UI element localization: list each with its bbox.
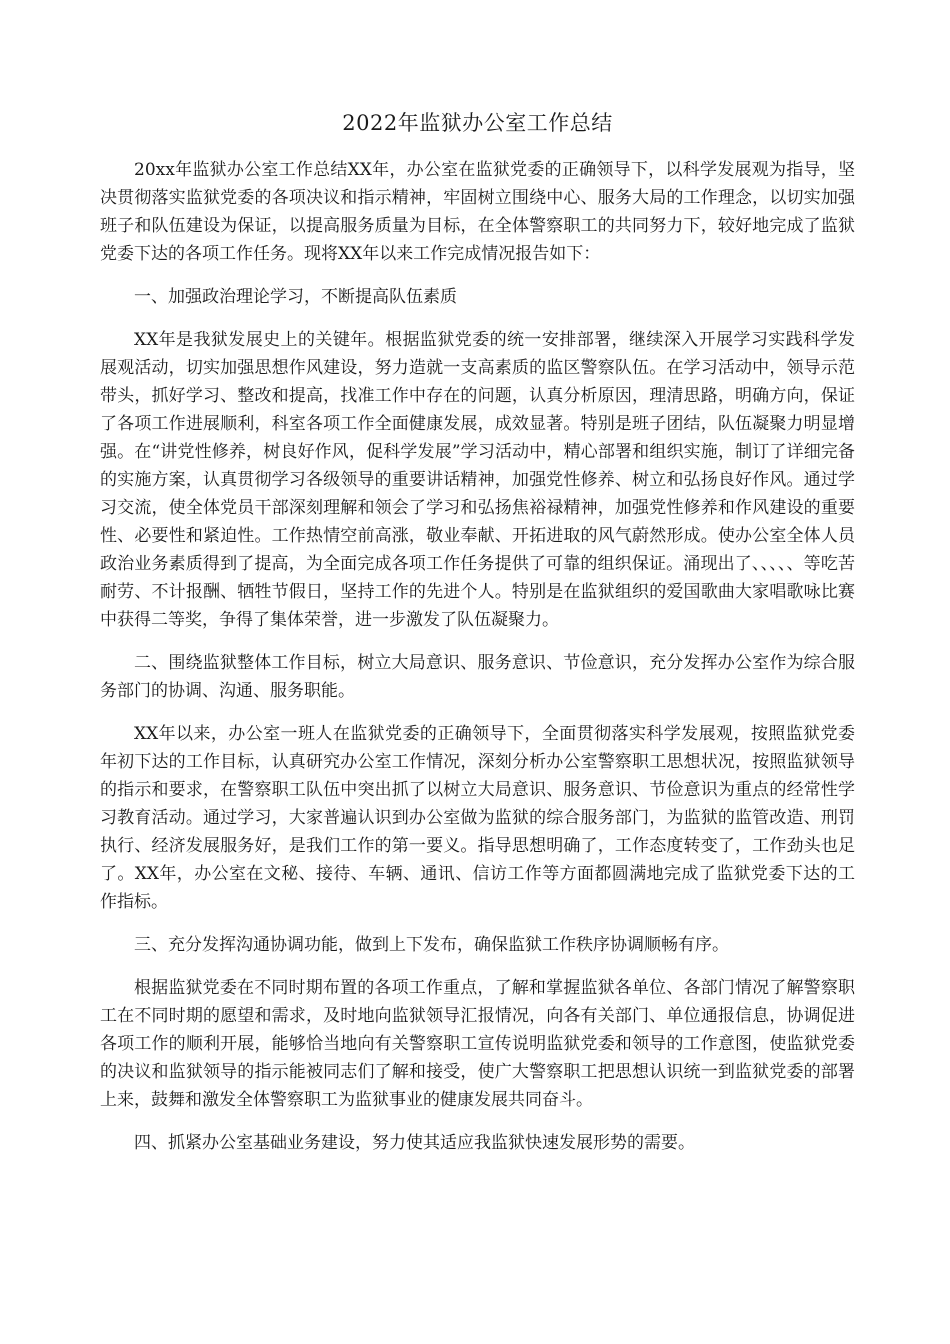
section-body-1: XX年是我狱发展史上的关键年。根据监狱党委的统一安排部署，继续深入开展学习实践科学发展观活动，切实加强思想作风建设，努力造就一支高素质的监区警察队伍。在学习活动中，领导示范带头，抓好学习、整改和提高，找准工作中存在的问题，认真分析原因，理清思路，明确方向，保证了各项工作进展顺利，科室各项工作全面健康发展，成效显著。特别是班子团结，队伍凝聚力明显增强。在“讲党性修养，树良好作风，促科学发展”学习活动中，精心部署和组织实施，制订了详细完备的实施方案，认真贯彻学习各级领导的重要讲话精神，加强党性修养、树立和弘扬良好作风。通过学习交流，使全体党员干部深刻理解和领会了学习和弘扬焦裕禄精神，加强党性修养和作风建设的重要性、必要性和紧迫性。工作热情空前高涨，敬业奉献、开拓进取的风气蔚然形成。使办公室全体人员政治业务素质得到了提高，为全面完成各项工作任务提供了可靠的组织保证。涌现出了、、、、、等吃苦耐劳、不计报酬、牺牲节假日，坚持工作的先进个人。特别是在监狱组织的爱国歌曲大家唱歌咏比赛中获得二等奖，争得了集体荣誉，进一步激发了队伍凝聚力。 (100, 330, 855, 630)
intro-paragraph: 20xx年监狱办公室工作总结XX年，办公室在监狱党委的正确领导下，以科学发展观为指导，坚决贯彻落实监狱党委的各项决议和指示精神，牢固树立围绕中心、服务大局的工作理念，以切实加强班子和队伍建设为保证，以提高服务质量为目标，在全体警察职工的共同努力下，较好地完成了监狱党委下达的各项工作任务。现将XX年以来工作完成情况报告如下： (100, 160, 855, 264)
section-heading-4: 四、抓紧办公室基础业务建设，努力使其适应我监狱快速发展形势的需要。 (134, 1133, 695, 1153)
section-heading-3: 三、充分发挥沟通协调功能，做到上下发布，确保监狱工作秩序协调顺畅有序。 (134, 935, 729, 955)
document-title: 2022年监狱办公室工作总结 (342, 111, 613, 135)
document-page (100, 108, 855, 1172)
section-heading-1: 一、加强政治理论学习，不断提高队伍素质 (134, 287, 457, 307)
section-heading-2: 二、围绕监狱整体工作目标，树立大局意识、服务意识、节俭意识，充分发挥办公室作为综合服务部门的协调、沟通、服务职能。 (100, 653, 855, 701)
section-body-2: XX年以来，办公室一班人在监狱党委的正确领导下，全面贯彻落实科学发展观，按照监狱党委年初下达的工作目标，认真研究办公室工作情况，深刻分析办公室警察职工思想状况，按照监狱领导的指示和要求，在警察职工队伍中突出抓了以树立大局意识、服务意识、节俭意识为重点的经常性学习教育活动。通过学习，大家普遍认识到办公室做为监狱的综合服务部门，为监狱的监管改造、刑罚执行、经济发展服务好，是我们工作的第一要义。指导思想明确了，工作态度转变了，工作劲头也足了。XX年，办公室在文秘、接待、车辆、通讯、信访工作等方面都圆满地完成了监狱党委下达的工作指标。 (100, 724, 856, 912)
section-body-3: 根据监狱党委在不同时期布置的各项工作重点，了解和掌握监狱各单位、各部门情况了解警察职工在不同时期的愿望和需求，及时地向监狱领导汇报情况，向各有关部门、单位通报信息，协调促进各项工作的顺利开展，能够恰当地向有关警察职工宣传说明监狱党委和领导的工作意图，使监狱党委的决议和监狱领导的指示能被同志们了解和接受，使广大警察职工把思想认识统一到监狱党委的部署上来，鼓舞和激发全体警察职工为监狱事业的健康发展共同奋斗。 (100, 978, 855, 1110)
